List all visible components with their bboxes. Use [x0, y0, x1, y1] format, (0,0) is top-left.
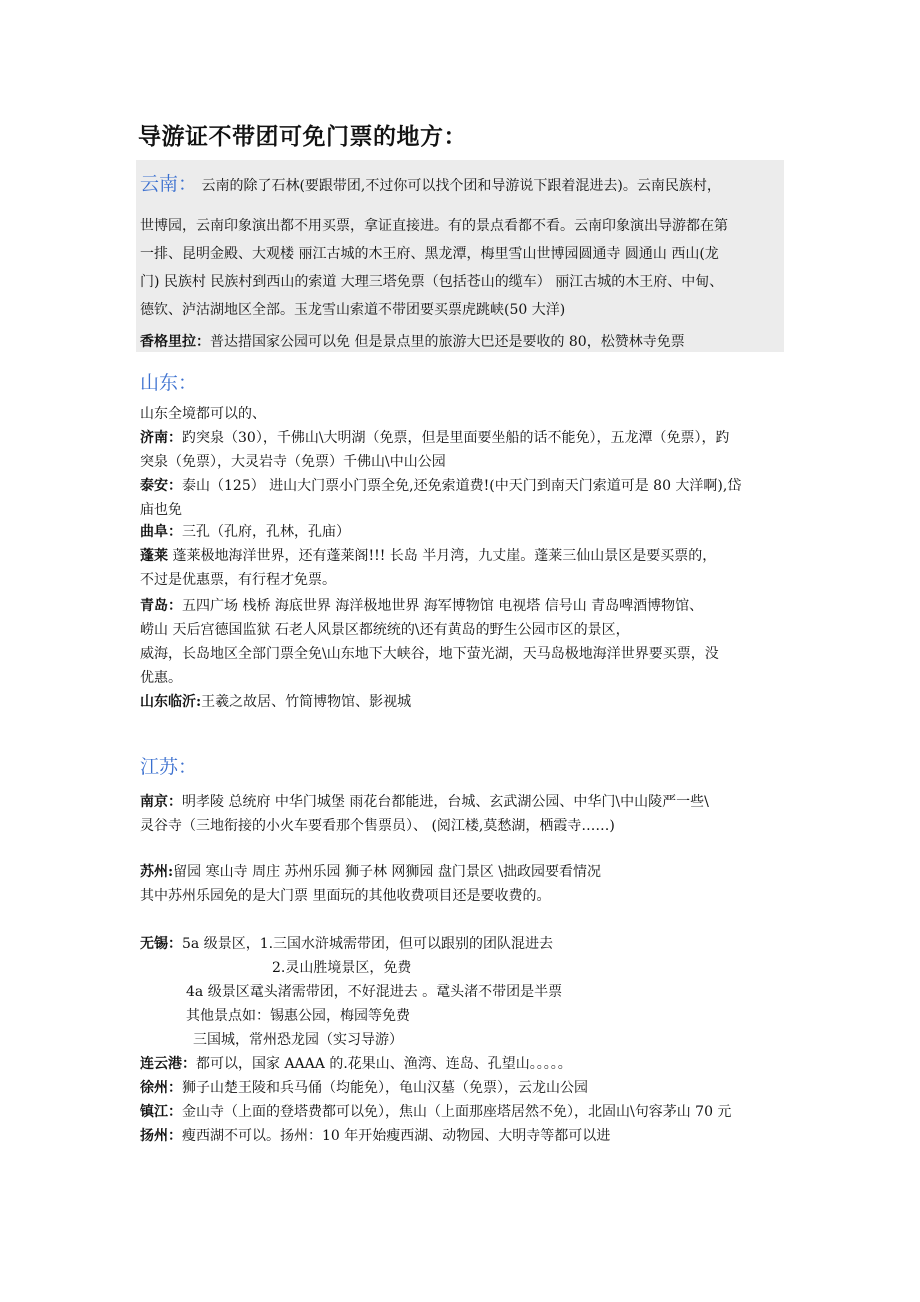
suzhou-label: 苏州:: [140, 864, 174, 880]
shandong-intro: 山东全境都可以的、: [140, 406, 266, 422]
shangrila-label: 香格里拉：: [140, 334, 210, 350]
nanjing-label: 南京：: [140, 794, 182, 810]
yunnan-line-1: [140, 174, 721, 196]
jinan-text-1: 趵突泉（30），千佛山\大明湖（免票，但是里面要坐船的话不能免），五龙潭（免票），趵: [182, 430, 730, 446]
suzhou-line-2: 其中苏州乐园免的是大门票 里面玩的其他收费项目还是要收费的。: [140, 888, 551, 904]
nanjing-text-1: 明孝陵 总统府 中华门城堡 雨花台都能进，台城、玄武湖公园、中华门\中山陵严一些\: [182, 794, 709, 810]
taian-text-1: 泰山（125） 进山大门票小门票全免,还免索道费!(中天门到南天门索道可是 80 大洋啊),岱: [182, 478, 742, 494]
linyi-text: 王羲之故居、竹简博物馆、影视城: [201, 694, 412, 710]
qufu-label: 曲阜：: [140, 524, 182, 540]
zhenjiang-line: [140, 1102, 731, 1122]
taian-line-2: 庙也免: [140, 502, 182, 518]
qingdao-text-1: 五四广场 栈桥 海底世界 海洋极地世界 海军博物馆 电视塔 信号山 青岛啤酒博物馆、: [182, 598, 704, 614]
weihai-line-2: 优惠。: [140, 670, 182, 686]
taian-label: 泰安：: [140, 478, 182, 494]
penglai-label: 蓬莱: [140, 548, 168, 564]
wuxi-line-5: 三国城，常州恐龙园（实习导游）: [193, 1032, 403, 1048]
penglai-text-1: 蓬莱极地海洋世界，还有蓬莱阁!!! 长岛 半月湾，九丈崖。蓬莱三仙山景区是要买票的，: [168, 548, 717, 564]
wuxi-line-2: 2.灵山胜境景区，免费: [272, 960, 412, 976]
lianyungang-line: [140, 1054, 572, 1074]
wuxi-text-1: 5a 级景区，1.三国水浒城需带团，但可以跟别的团队混进去: [182, 936, 554, 952]
jinan-line-2: 突泉（免票），大灵岩寺（免票）千佛山\中山公园: [140, 454, 446, 470]
linyi-line: [140, 692, 411, 712]
yunnan-line-5: 德钦、泸沽湖地区全部。玉龙雪山索道不带团要买票虎跳峡(50 大洋): [140, 302, 566, 318]
shandong-heading: 山东：: [140, 372, 198, 394]
nanjing-line-2: 灵谷寺（三地衔接的小火车要看那个售票员）、 (阅江楼,莫愁湖，栖霞寺……): [140, 818, 615, 834]
wuxi-label: 无锡：: [140, 936, 182, 952]
qingdao-label: 青岛：: [140, 598, 182, 614]
suzhou-text-1: 留园 寒山寺 周庄 苏州乐园 狮子林 网狮园 盘门景区 \拙政园要看情况: [173, 864, 602, 880]
yangzhou-line: [140, 1126, 610, 1146]
jinan-label: 济南：: [140, 430, 182, 446]
qingdao-line-2: 崂山 天后宫德国监狱 石老人风景区都统统的\还有黄岛的野生公园市区的景区，: [140, 622, 630, 638]
yunnan-heading: 云南：: [140, 173, 198, 195]
penglai-line-2: 不过是优惠票，有行程才免票。: [140, 572, 336, 588]
yunnan-text-1: 云南的除了石林(要跟带团,不过你可以找个团和导游说下跟着混进去)。云南民族村，: [201, 178, 721, 194]
zhenjiang-label: 镇江：: [140, 1104, 182, 1120]
jinan-line-1: [140, 428, 730, 448]
weihai-line-1: 威海，长岛地区全部门票全免\山东地下大峡谷，地下萤光湖，天马岛极地海洋世界要买票，没: [140, 646, 719, 662]
lianyungang-label: 连云港：: [140, 1056, 196, 1072]
wuxi-line-1: [140, 934, 553, 954]
qufu-text: 三孔（孔府，孔林，孔庙）: [182, 524, 350, 540]
nanjing-line-1: [140, 792, 709, 812]
shangrila-line: [140, 332, 685, 352]
taian-line-1: [140, 476, 741, 496]
yangzhou-text: 瘦西湖不可以。扬州：10 年开始瘦西湖、动物园、大明寺等都可以进: [182, 1128, 611, 1144]
shangrila-text: 普达措国家公园可以免 但是景点里的旅游大巴还是要收的 80，松赞林寺免票: [210, 334, 685, 350]
yunnan-line-3: 一排、昆明金殿、大观楼 丽江古城的木王府、黑龙潭，梅里雪山世博园圆通寺 圆通山 西山(龙: [140, 246, 719, 262]
jiangsu-heading: 江苏：: [140, 756, 198, 778]
linyi-label: 山东临沂:: [140, 694, 202, 710]
yunnan-line-2: 世博园，云南印象演出都不用买票，拿证直接进。有的景点看都不看。云南印象演出导游都在第: [140, 218, 728, 234]
wuxi-line-4: 其他景点如：锡惠公园，梅园等免费: [186, 1008, 410, 1024]
lianyungang-text: 都可以，国家 AAAA 的.花果山、渔湾、连岛、孔望山。。。。。: [196, 1056, 572, 1072]
qufu-line: [140, 522, 350, 542]
zhenjiang-text: 金山寺（上面的登塔费都可以免），焦山（上面那座塔居然不免），北固山\句容茅山 70 元: [182, 1104, 732, 1120]
xuzhou-line: [140, 1078, 588, 1098]
wuxi-line-3: 4a 级景区鼋头渚需带团，不好混进去 。鼋头渚不带团是半票: [186, 984, 563, 1000]
xuzhou-label: 徐州：: [140, 1080, 182, 1096]
yunnan-line-4: 门) 民族村 民族村到西山的索道 大理三塔免票（包括苍山的缆车） 丽江古城的木王府、中甸、: [140, 274, 724, 290]
xuzhou-text: 狮子山楚王陵和兵马俑（均能免），龟山汉墓（免票），云龙山公园: [182, 1080, 588, 1096]
penglai-line-1: [140, 546, 716, 566]
page-title: 导游证不带团可免门票的地方：: [138, 123, 467, 150]
suzhou-line-1: [140, 862, 601, 882]
qingdao-line-1: [140, 596, 703, 616]
yangzhou-label: 扬州：: [140, 1128, 182, 1144]
